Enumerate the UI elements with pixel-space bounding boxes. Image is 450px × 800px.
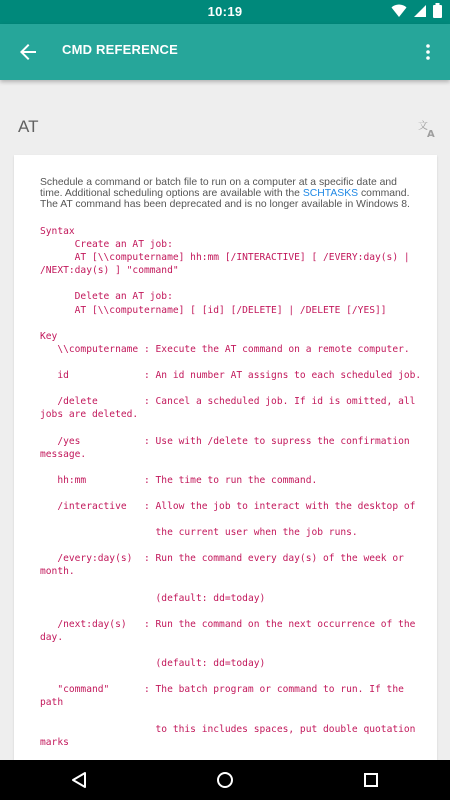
navigation-bar [0,760,450,800]
command-name: AT [18,117,39,136]
overflow-menu-button[interactable] [422,38,434,66]
command-header [0,110,450,146]
nav-recents-button[interactable] [359,768,383,792]
translate-icon [418,118,438,138]
description-text-end: command. The AT command has been deprecated and is no longer available in Windows 8. [40,188,410,210]
arrow-back-icon [20,44,36,60]
nav-home-button[interactable] [213,768,237,792]
nav-back-button[interactable] [67,768,91,792]
signal-icon [413,4,427,18]
translate-button[interactable] [418,118,438,138]
status-time: 10:19 [207,4,243,19]
wifi-icon [391,4,407,18]
command-description [40,177,412,210]
more-vert-icon [426,44,430,60]
schtasks-link[interactable]: SCHTASKS [302,188,359,199]
back-button[interactable] [14,38,42,66]
svg-text:文: 文 [418,121,428,132]
syntax-block: Syntax Create an AT job: AT [\\computername] hh:mm [/INTERACTIVE] [ /EVERY:day(s) | /NEXT:day(s) ] "command" Delete an AT job: AT [\\computername] [ [id] [/DELETE] | /DELETE [/YES]] Key \\computername : Execute the AT command on a remote computer. id : An id number AT assigns to each scheduled job. /delete : Cancel a scheduled job. If id is omitted, all jobs are deleted. /yes : Use with /delete to supress the confirmation message. hh:mm : The time to run the command. /interactive : Allow the job to interact with the desktop of the current user when the job runs. /every:day(s) : Run the command every day(s) of the week or month. (default: dd=today) /next:day(s) : Run the command on the next occurrence of the day. (default: dd=today) "command" : The batch program or command to run. If the path to this includes spaces, put double quotation marks [40,226,422,748]
app-title: CMD REFERENCE [62,42,178,57]
reference-card [14,155,437,760]
back-triangle-icon [70,771,88,789]
svg-text:A: A [427,129,435,140]
status-icons [391,3,442,18]
home-circle-icon [216,771,234,789]
description-text: Schedule a command or batch file to run on a computer at a specific date and time. Additional scheduling options are available with the [40,177,397,199]
app-bar [0,24,450,80]
battery-icon [433,3,442,18]
status-bar [0,0,450,24]
recents-square-icon [363,772,379,788]
